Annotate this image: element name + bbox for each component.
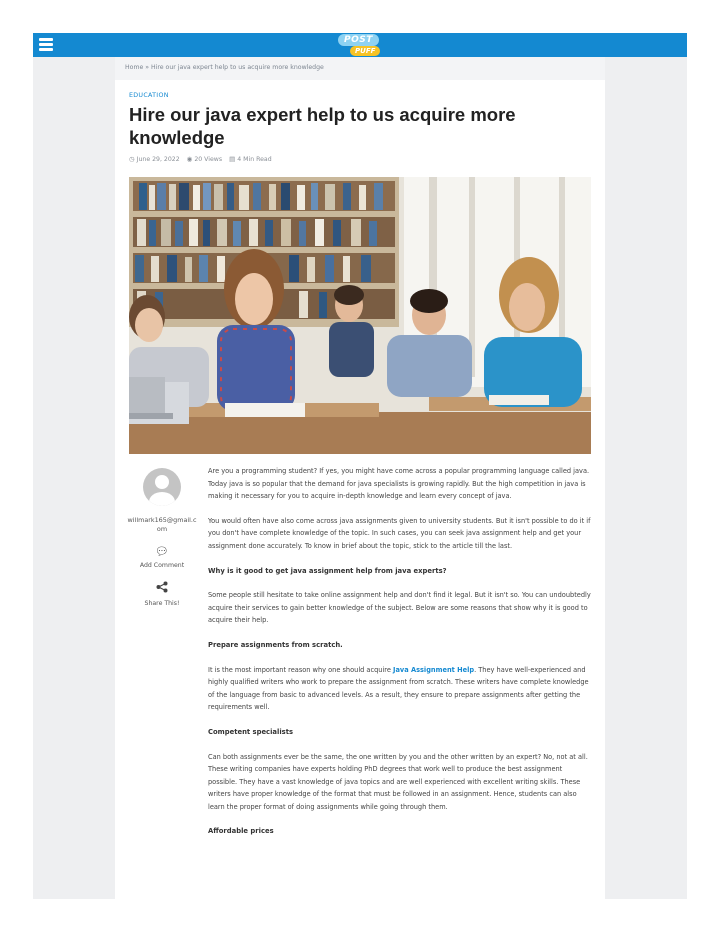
- share-button[interactable]: [115, 581, 209, 607]
- add-comment-label: Add Comment: [139, 562, 185, 569]
- comments-icon: 💬︎: [155, 545, 169, 558]
- page-title: Hire our java expert help to us acquire more knowledge: [129, 104, 516, 148]
- section-heading: Affordable prices: [208, 827, 274, 836]
- book-icon: ▤: [229, 155, 236, 163]
- share-icon: [115, 581, 209, 596]
- post-views: ◉ 20 Views: [186, 155, 223, 163]
- section-heading: Why is it good to get java assignment help from java experts?: [208, 566, 447, 575]
- share-label: Share This!: [144, 600, 180, 607]
- article-body: [208, 465, 591, 850]
- featured-image: [129, 177, 591, 454]
- post-category[interactable]: EDUCATION: [129, 92, 169, 99]
- paragraph: Some people still hesitate to take online assignment help and don't find it legal. But it isn't so. You can undoubtedly acquire their services to gain better knowledge of the subject. Below are some reasons that show why it is good to acquire their help.: [208, 591, 591, 625]
- paragraph: Can both assignments ever be the same, the one written by you and the other written by an expert? No, not at all. These writing companies have experts holding PhD degrees that work well to produce the best assignment possible. They have a vast knowledge of java topics and are well experienced with excellent writing skills. These writers have proper knowledge of the format that must be followed in an assignment. Hence, students can also learn the proper format of doing assignments while going through them.: [208, 752, 588, 811]
- site-logo[interactable]: [338, 34, 384, 58]
- post-meta: [129, 155, 272, 163]
- author-name[interactable]: willmark165@gmail.com: [127, 516, 197, 533]
- top-navbar: [33, 33, 687, 57]
- main-content: [115, 57, 605, 931]
- add-comment-button[interactable]: [115, 546, 209, 569]
- section-heading: Prepare assignments from scratch.: [208, 640, 343, 649]
- author-sidebar: [115, 462, 209, 607]
- logo-text-puff: PUFF: [350, 46, 380, 56]
- paragraph: You would often have also come across java assignments given to university students. But it isn't possible to do it if you don't have complete knowledge of the topic. In such cases, you can seek java assignment help and get your assignment done accurately. To know in brief about the topic, stick to the article till the last.: [208, 516, 591, 550]
- eye-icon: ◉: [186, 155, 193, 163]
- section-heading: Competent specialists: [208, 727, 293, 736]
- post-read-time: ▤ 4 Min Read: [229, 155, 272, 163]
- breadcrumb[interactable]: Home » Hire our java expert help to us acquire more knowledge: [115, 57, 605, 80]
- paragraph: It is the most important reason why one should acquire Java Assignment Help. They have well-experienced and highly qualified writers who work to prepare the assignment from scratch. These writers have complete knowledge of the language from basic to advanced levels. As a result, they ensure to prepare assignments after getting the requirements well.: [208, 665, 589, 712]
- avatar[interactable]: [143, 468, 181, 506]
- paragraph: Are you a programming student? If yes, you might have come across a popular programming language called java. Today java is so popular that the demand for java specialists is growing rapidly. But the high competition in java is making it necessary for you to acquire in-depth knowledge and learn every concept of java.: [208, 467, 590, 501]
- logo-text-post: POST: [338, 34, 379, 46]
- java-assignment-help-link[interactable]: Java Assignment Help: [393, 665, 475, 674]
- clock-icon: ◷: [129, 155, 135, 163]
- post-date: ◷ June 29, 2022: [129, 155, 180, 163]
- hamburger-menu-icon[interactable]: [39, 38, 53, 51]
